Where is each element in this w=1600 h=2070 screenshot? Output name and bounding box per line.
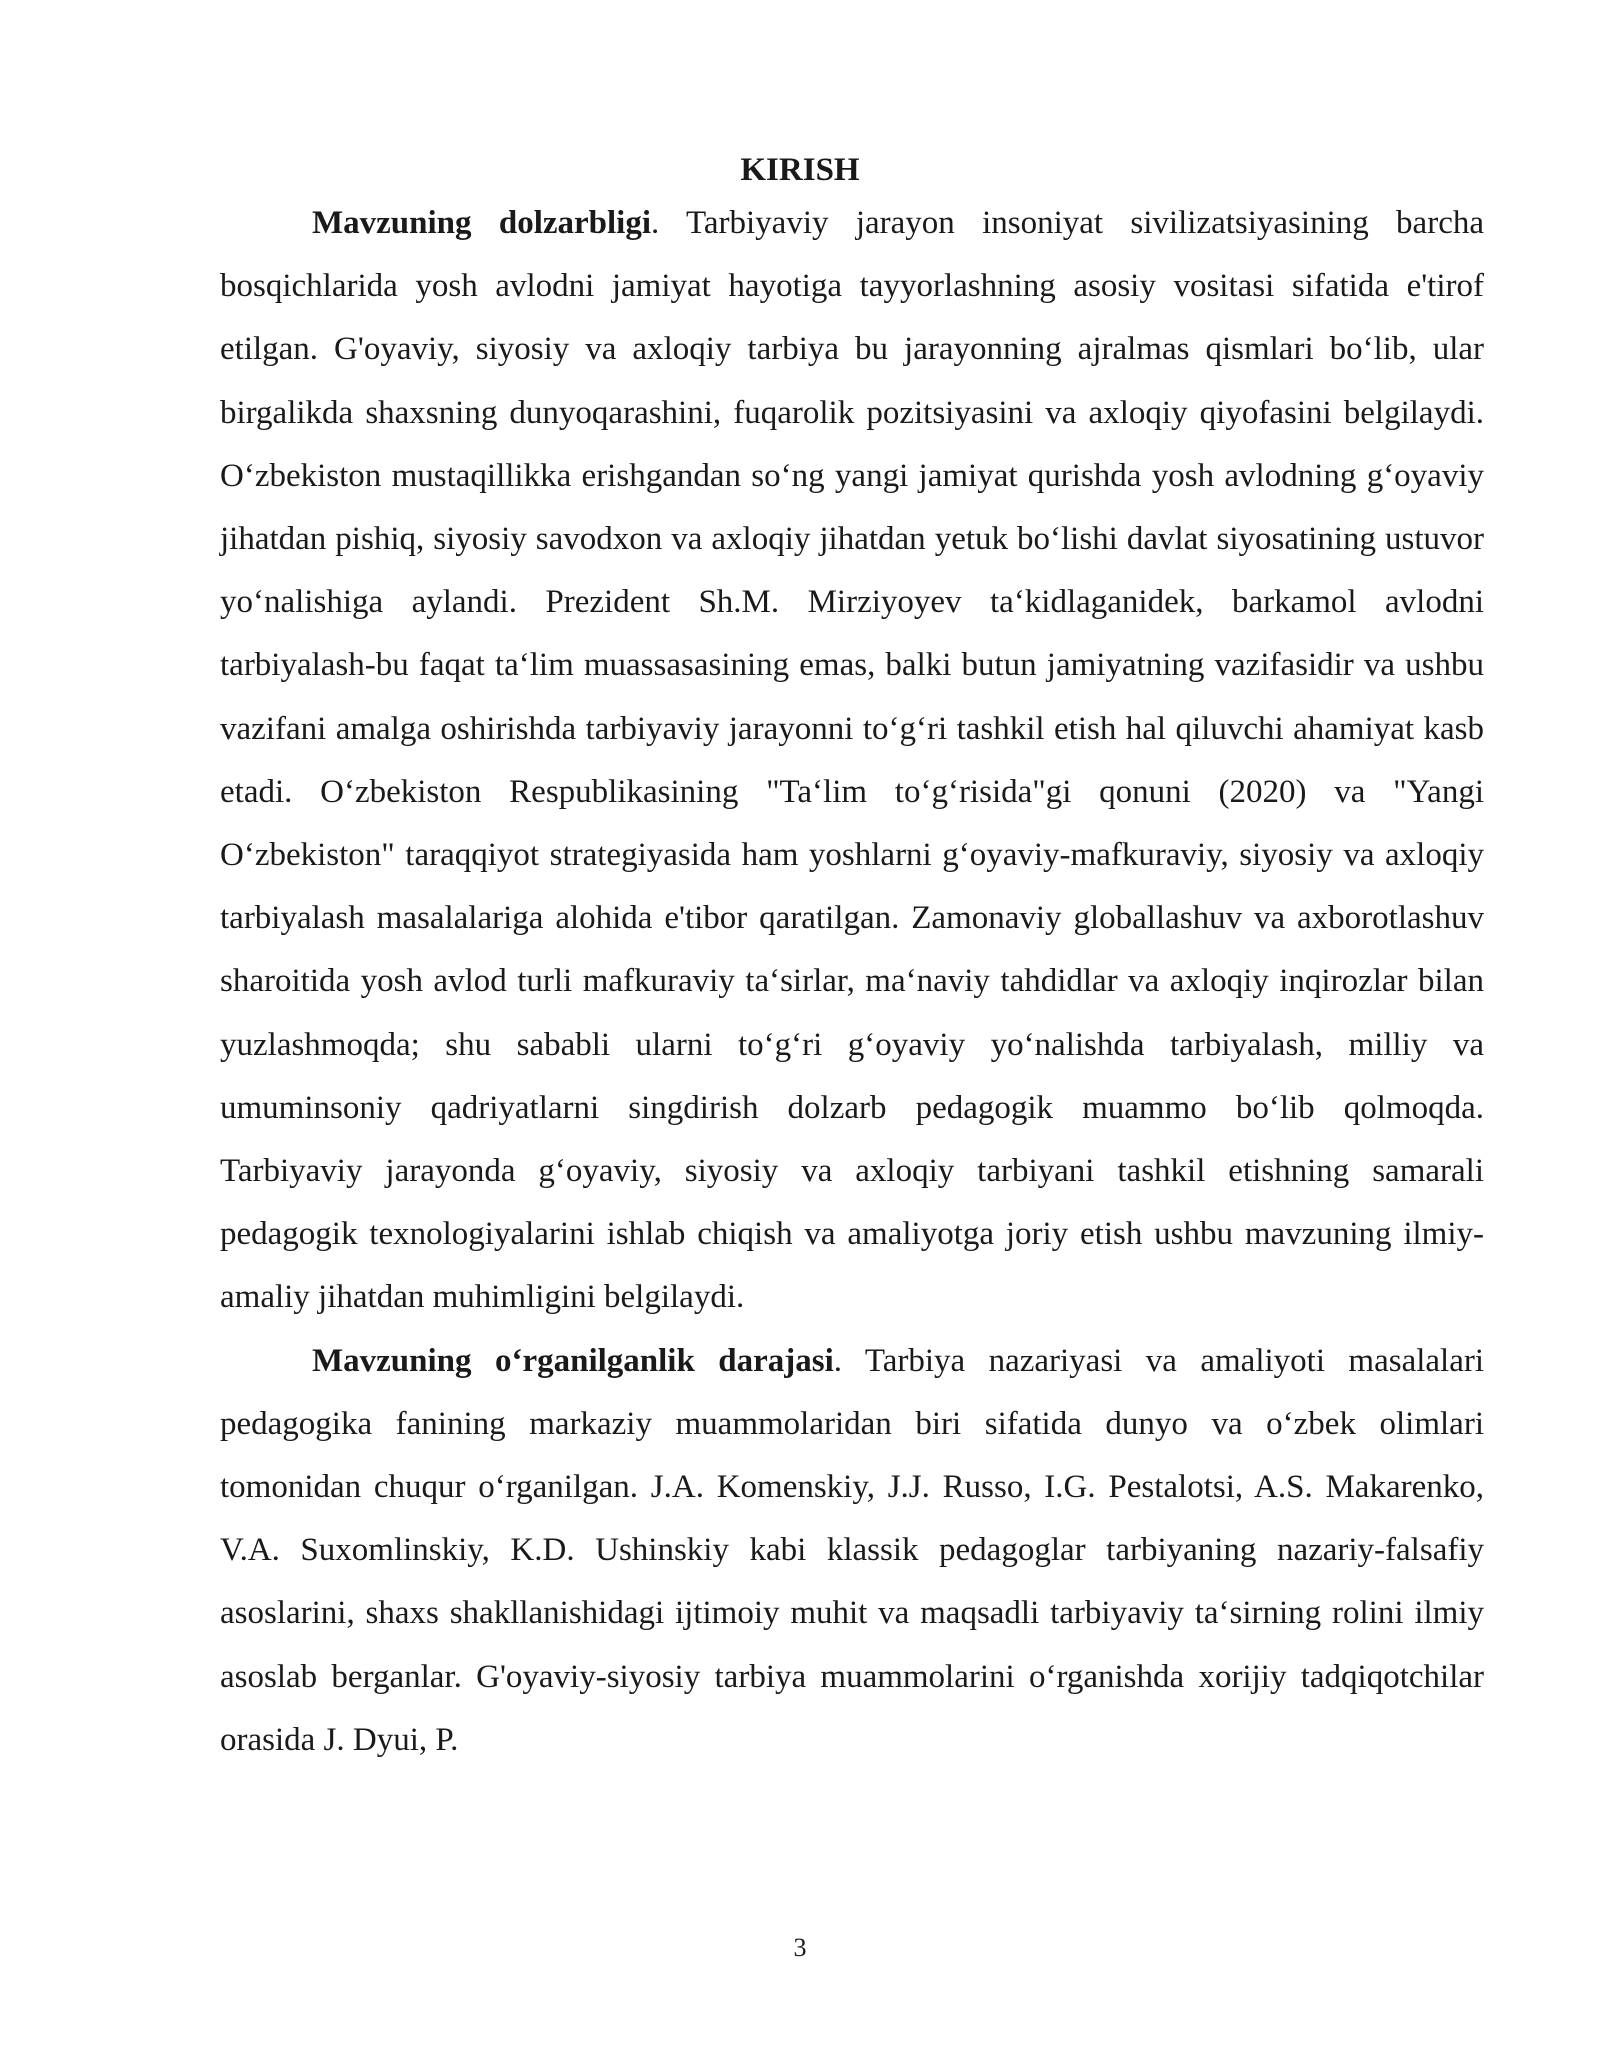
paragraph-lead: Mavzuning o‘rganilganlik darajasi — [312, 1342, 834, 1379]
paragraph-text: . Tarbiya nazariyasi va amaliyoti masalalari pedagogika fanining markaziy muammolaridan biri sifatida dunyo va o‘zbek olimlari tomonidan chuqur o‘rganilgan. J.A. Komenskiy, J.J. Russo, I.G. Pestalotsi, A.S. Makarenko, V.A. Suxomlinskiy, K.D. Ushinskiy kabi klassik pedagoglar tarbiyaning nazariy-falsafiy asoslarini, shaxs shakllanishidagi ijtimoiy muhit va maqsadli tarbiyaviy ta‘sirning rolini ilmiy asoslab berganlar. G'oyaviy-siyosiy tarbiya muammolarini o‘rganishda xorijiy tadqiqotchilar orasida J. Dyui, P. — [220, 1342, 1485, 1758]
page-title: KIRISH — [740, 152, 860, 188]
paragraph-text: . Tarbiyaviy jarayon insoniyat sivilizatsiyasining barcha bosqichlarida yosh avlodni jamiyat hayotiga tayyorlashning asosiy vositasi sifatida e'tirof etilgan. G'oyaviy, siyosiy va axloqiy tarbiya bu jarayonning ajralmas qismlari bo‘lib, ular birgalikda shaxsning dunyoqarashini, fuqarolik pozitsiyasini va axloqiy qiyofasini belgilaydi. O‘zbekiston mustaqillikka erishgandan so‘ng yangi jamiyat qurishda yosh avlodning g‘oyaviy jihatdan pishiq, siyosiy savodxon va axloqiy jihatdan yetuk bo‘lishi davlat siyosatining ustuvor yo‘nalishiga aylandi. Prezident Sh.M. Mirziyoyev ta‘kidlaganidek, barkamol avlodni tarbiyalash-bu faqat ta‘lim muassasasining emas, balki butun jamiyatning vazifasidir va ushbu vazifani amalga oshirishda tarbiyaviy jarayonni to‘g‘ri tashkil etish hal qiluvchi ahamiyat kasb etadi. O‘zbekiston Respublikasining "Ta‘lim to‘g‘risida"gi qonuni (2020) va "Yangi O‘zbekiston" taraqqiyot strategiyasida ham yoshlarni g‘oyaviy-mafkuraviy, siyosiy va axloqiy tarbiyalash masalalariga alohida e'tibor qaratilgan. Zamonaviy globallashuv va axborotlashuv sharoitida yosh avlod turli mafkuraviy ta‘sirlar, ma‘naviy tahdidlar va axloqiy inqirozlar bilan yuzlashmoqda; shu sababli ularni to‘g‘ri g‘oyaviy yo‘nalishda tarbiyalash, milliy va umuminsoniy qadriyatlarni singdirish dolzarb pedagogik muammo bo‘lib qolmoqda. Tarbiyaviy jarayonda g‘oyaviy, siyosiy va axloqiy tarbiyani tashkil etishning samarali pedagogik texnologiyalarini ishlab chiqish va amaliyotga joriy etish ushbu mavzuning ilmiy-amaliy jihatdan muhimligini belgilaydi. — [220, 205, 1484, 1316]
paragraph-lead: Mavzuning dolzarbligi — [312, 205, 652, 241]
page-number: 3 — [793, 1933, 807, 1962]
body-text — [220, 192, 1484, 1772]
paragraph-relevance — [220, 192, 1484, 1330]
paragraph-study-level — [220, 1330, 1484, 1772]
